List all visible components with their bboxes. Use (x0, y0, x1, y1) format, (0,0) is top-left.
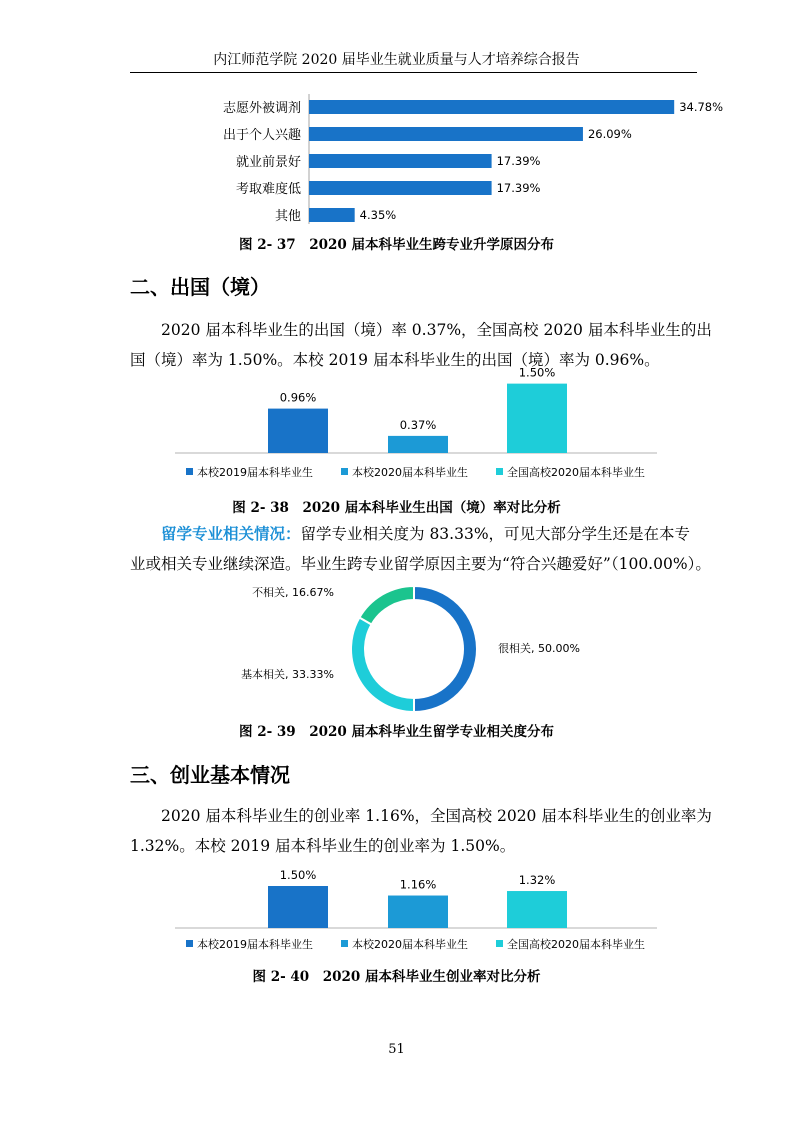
fig37-category-label: 其他 (274, 209, 301, 224)
fig39-slice-label: 基本相关, 33.33% (241, 668, 334, 681)
study-abroad-line-2: 业或相关专业继续深造。毕业生跨专业留学原因主要为“符合兴趣爱好”（100.00%）。 (130, 555, 711, 573)
fig40-bar (507, 891, 567, 928)
fig40-caption: 图 2- 40 2020 届本科毕业生创业率对比分析 (252, 969, 541, 985)
fig38-bar (268, 409, 328, 453)
fig37-caption: 图 2- 37 2020 届本科毕业生跨专业升学原因分布 (239, 237, 554, 253)
fig40-legend-label: 本校2020届本科毕业生 (352, 938, 468, 951)
fig37-category-label: 出于个人兴趣 (222, 128, 301, 143)
fig37-value-label: 17.39% (496, 181, 541, 195)
section3-line-2: 1.32%。本校 2019 届本科毕业生的创业率为 1.50%。 (130, 837, 516, 855)
fig40-legend-label: 本校2019届本科毕业生 (197, 938, 313, 951)
fig38-value-label: 0.96% (279, 390, 317, 405)
fig38-legend-item (341, 464, 468, 480)
study-abroad-line-1 (130, 519, 700, 549)
header-rule (130, 72, 697, 73)
fig38-legend-item (186, 464, 313, 480)
fig40-legend-label: 全国高校2020届本科毕业生 (507, 938, 645, 951)
fig38-legend-swatch (341, 468, 348, 475)
fig38-value-label: 0.37% (399, 417, 437, 432)
fig39-caption: 图 2- 39 2020 届本科毕业生留学专业相关度分布 (239, 724, 554, 740)
fig37-category-label: 志愿外被调剂 (222, 101, 301, 116)
section3-title: 三、创业基本情况 (130, 763, 290, 787)
fig37-category-label: 就业前景好 (235, 155, 301, 170)
fig39-slice-label: 不相关, 16.67% (252, 586, 334, 599)
fig40-bar (268, 886, 328, 928)
study-abroad-paragraph (130, 519, 711, 579)
fig40-legend-item (341, 936, 468, 952)
fig38-legend-item (496, 464, 645, 480)
section3-line-1: 2020 届本科毕业生的创业率 1.16%，全国高校 2020 届本科毕业生的创业率为 (161, 807, 712, 825)
fig40-legend-item (186, 936, 313, 952)
fig38-bar (388, 436, 448, 453)
fig39-slice (351, 618, 414, 712)
section2-paragraph (130, 315, 712, 375)
fig37-category-label: 考取难度低 (235, 182, 301, 197)
section2-line-1: 2020 届本科毕业生的出国（境）率 0.37%，全国高校 2020 届本科毕业生的出 (161, 321, 712, 339)
study-abroad-highlight: 留学专业相关情况： (161, 524, 301, 543)
fig40-value-label: 1.32% (518, 873, 556, 888)
fig38-legend-swatch (186, 468, 193, 475)
fig38-bar (507, 384, 567, 453)
fig40-value-label: 1.50% (279, 868, 317, 882)
fig40-value-label: 1.16% (399, 877, 437, 892)
fig37-bar (309, 154, 492, 168)
fig37-chart (130, 90, 724, 230)
fig38-chart (175, 365, 665, 460)
fig38-value-label: 1.50% (518, 365, 556, 380)
section2-line-2: 国（境）率为 1.50%。本校 2019 届本科毕业生的出国（境）率为 0.96%。 (130, 351, 660, 369)
fig37-bar (309, 127, 583, 141)
fig40-legend-swatch (341, 940, 348, 947)
fig38-legend-label: 全国高校2020届本科毕业生 (507, 466, 645, 479)
fig37-bar (309, 181, 492, 195)
study-abroad-line-1-text: 留学专业相关度为 83.33%，可见大部分学生还是在本专 (300, 525, 691, 543)
fig40-legend-item (496, 936, 645, 952)
fig38-caption: 图 2- 38 2020 届本科毕业生出国（境）率对比分析 (232, 500, 561, 516)
fig37-value-label: 17.39% (496, 154, 541, 168)
fig37-bar (309, 100, 674, 114)
fig38-legend-label: 本校2019届本科毕业生 (197, 466, 313, 479)
page-number: 51 (388, 1042, 405, 1057)
fig39-chart (200, 578, 600, 718)
fig40-bar (388, 896, 448, 928)
section2-title: 二、出国（境） (130, 275, 270, 299)
fig37-value-label: 4.35% (359, 208, 397, 222)
fig37-value-label: 26.09% (587, 127, 632, 141)
fig39-slice (414, 586, 477, 712)
fig40-legend-swatch (496, 940, 503, 947)
fig37-bar (309, 208, 355, 222)
fig40-legend-swatch (186, 940, 193, 947)
fig39-slice (359, 586, 414, 625)
fig40-chart (175, 865, 665, 935)
fig38-legend-label: 本校2020届本科毕业生 (352, 466, 468, 479)
fig39-slice-label: 很相关, 50.00% (498, 642, 580, 655)
fig37-value-label: 34.78% (679, 100, 724, 114)
fig38-legend-swatch (496, 468, 503, 475)
section3-paragraph (130, 801, 712, 861)
page-header: 内江师范学院 2020 届毕业生就业质量与人才培养综合报告 (213, 52, 580, 68)
